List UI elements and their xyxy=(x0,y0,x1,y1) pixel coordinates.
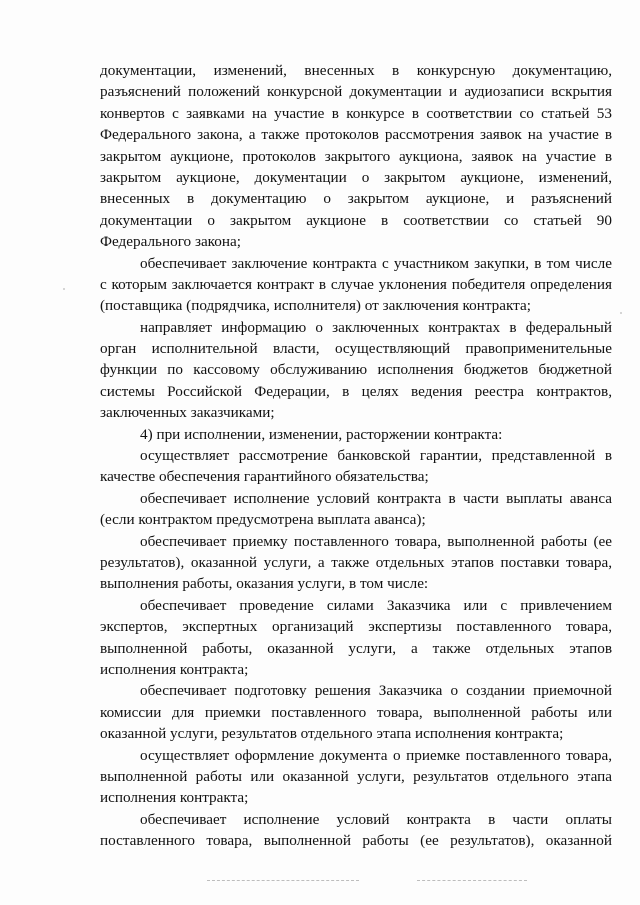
document-line: выполненной работы или оказанной услуги, результатов отдельного этапа xyxy=(100,767,612,785)
document-line: с которым заключается контракт в случае уклонения победителя определения xyxy=(100,275,612,293)
document-line: обеспечивает подготовку решения Заказчика о создании приемочной xyxy=(140,682,612,700)
document-body xyxy=(100,60,612,851)
document-line: 4) при исполнении, изменении, расторжении контракта: xyxy=(140,425,503,443)
document-line: результатов), оказанной услуги, а также отдельных этапов поставки товара, xyxy=(100,553,612,571)
document-line: (поставщика (подрядчика, исполнителя) от заключения контракта; xyxy=(100,297,531,315)
document-line: документации, изменений, внесенных в конкурсную документацию, xyxy=(100,62,612,79)
document-line: выполнения работы, оказания услуги, в том числе: xyxy=(100,575,429,593)
document-line: исполнения контракта; xyxy=(100,660,249,678)
document-line: комиссии для приемки поставленного товара, выполненной работы или xyxy=(100,703,612,721)
document-line: обеспечивает исполнение условий контракта в части выплаты аванса xyxy=(140,489,612,507)
document-line: закрытом аукционе, протоколов закрытого аукциона, заявок на участие в xyxy=(100,147,612,165)
document-line: орган исполнительной власти, осуществляющий правоприменительные xyxy=(100,340,612,358)
document-line: конвертов с заявками на участие в конкурсе в соответствии со статьей 53 xyxy=(100,104,612,122)
document-line: направляет информацию о заключенных контрактах в федеральный xyxy=(140,318,612,336)
scan-speck xyxy=(620,312,622,314)
document-line: разъяснений положений конкурсной документации и аудиозаписи вскрытия xyxy=(100,83,612,101)
document-line: выполненной работы, оказанной услуги, а также отдельных этапов xyxy=(100,639,612,657)
document-line: качестве обеспечения гарантийного обязательства; xyxy=(100,468,429,486)
document-line: экспертов, экспертных организаций экспертизы поставленного товара, xyxy=(100,618,612,636)
document-line: исполнения контракта; xyxy=(100,789,249,807)
scan-speck xyxy=(63,288,65,290)
document-line: заключенных заказчиками; xyxy=(100,404,275,422)
footer-divider-right xyxy=(417,880,527,881)
document-line: оказанной услуги, результатов отдельного этапа исполнения контракта; xyxy=(100,725,564,743)
document-line: системы Российской Федерации, в целях ведения реестра контрактов, xyxy=(100,382,612,400)
document-line: обеспечивает проведение силами Заказчика или с привлечением xyxy=(140,596,612,614)
document-line: Федерального закона, а также протоколов рассмотрения заявок на участие в xyxy=(100,126,612,144)
document-line: обеспечивает приемку поставленного товара, выполненной работы (ее xyxy=(140,532,612,550)
document-line: осуществляет оформление документа о приемке поставленного товара, xyxy=(140,746,612,764)
document-line: осуществляет рассмотрение банковской гарантии, представленной в xyxy=(140,447,612,465)
document-line: функции по кассовому обслуживанию исполнения бюджетов бюджетной xyxy=(100,361,612,379)
document-line: внесенных в документацию о закрытом аукционе, и разъяснений xyxy=(100,190,612,208)
document-line: (если контрактом предусмотрена выплата аванса); xyxy=(100,511,426,529)
document-line: закрытом аукционе, документации о закрытом аукционе, изменений, xyxy=(100,168,612,186)
footer-divider-left xyxy=(207,880,359,881)
document-line: обеспечивает заключение контракта с участником закупки, в том числе xyxy=(140,254,612,272)
document-line: Федерального закона; xyxy=(100,233,241,251)
document-line: поставленного товара, выполненной работы (ее результатов), оказанной xyxy=(100,832,612,850)
document-line: документации о закрытом аукционе в соответствии со статьей 90 xyxy=(100,211,612,229)
document-line: обеспечивает исполнение условий контракта в части оплаты xyxy=(140,810,612,828)
